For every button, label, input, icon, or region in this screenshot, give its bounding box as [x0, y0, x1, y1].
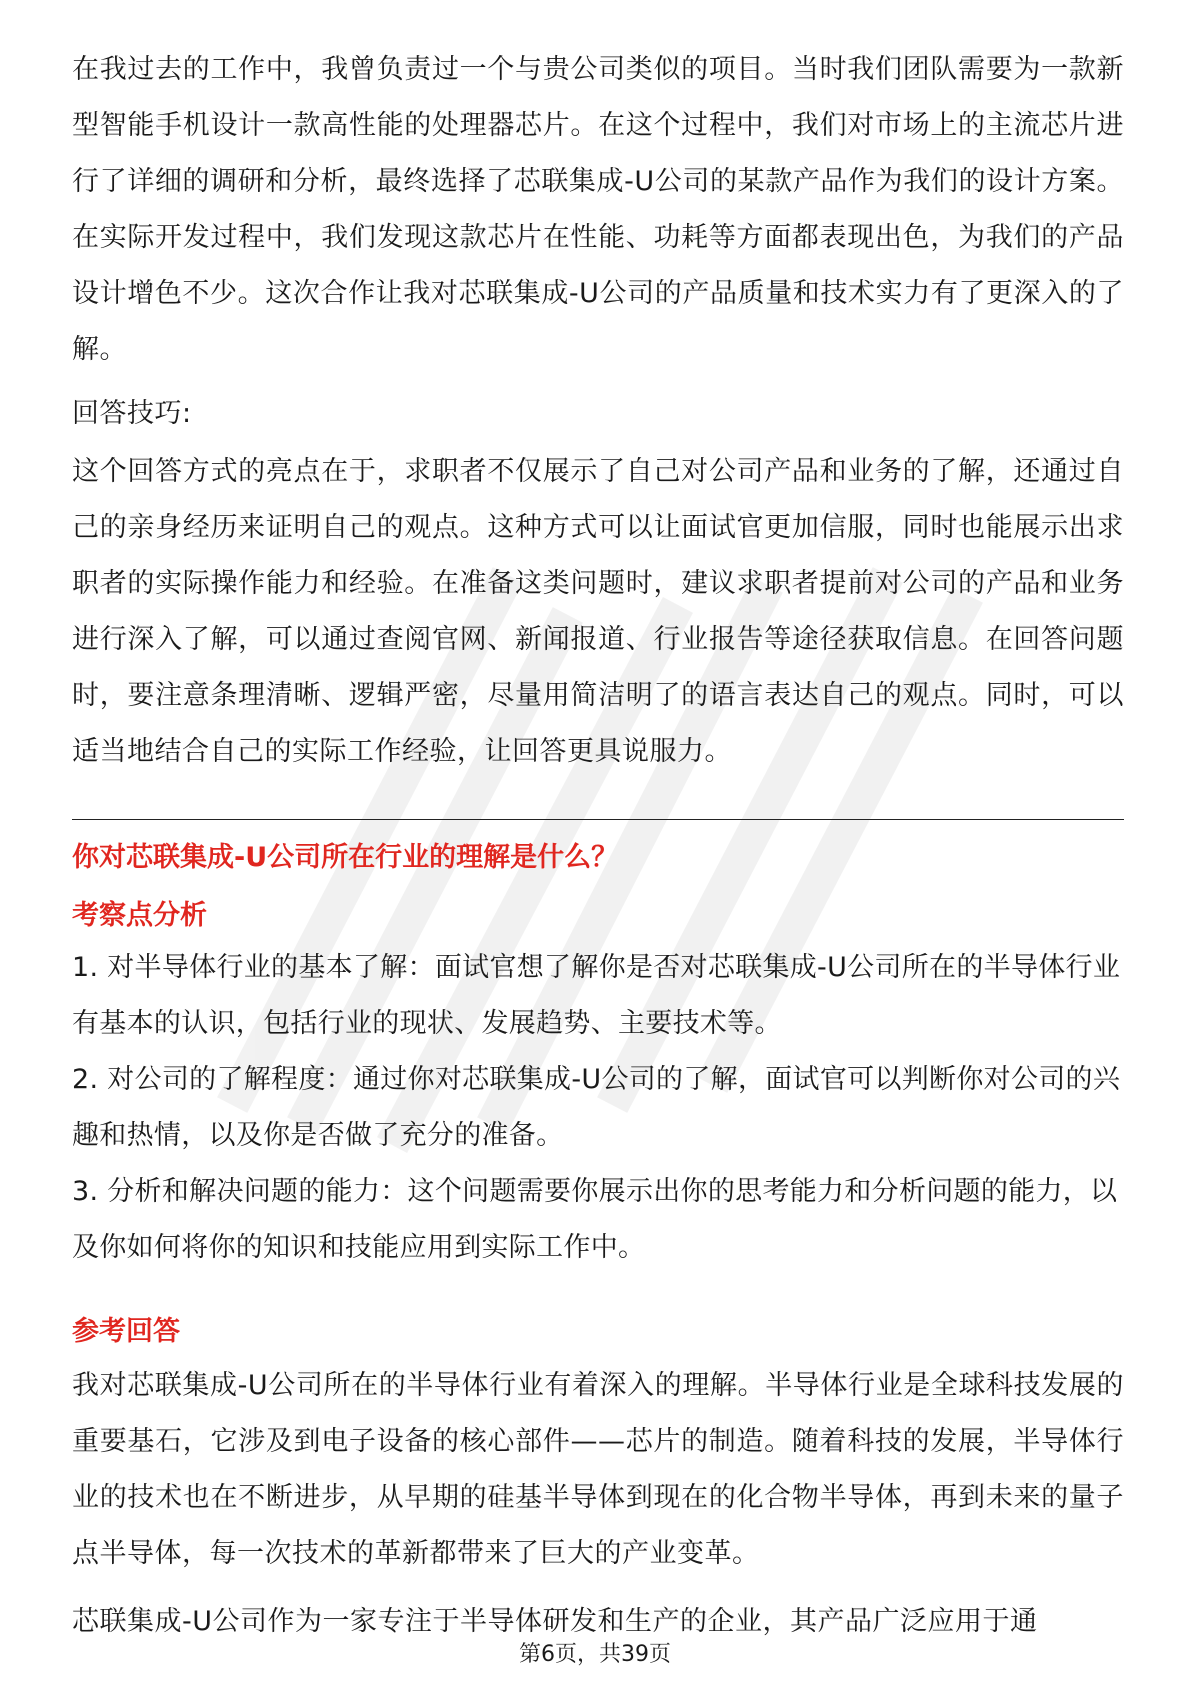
analysis-list: [72, 940, 1124, 1276]
section-divider: [72, 819, 1124, 820]
analysis-item: 3. 分析和解决问题的能力：这个问题需要你展示出你的思考能力和分析问题的能力，以及你如何将你的知识和技能应用到实际工作中。: [72, 1176, 1118, 1263]
question-title: 你对芯联集成-U公司所在行业的理解是什么？: [72, 842, 619, 873]
tips-paragraph: 这个回答方式的亮点在于，求职者不仅展示了自己对公司产品和业务的了解，还通过自己的亲身经历来证明自己的观点。这种方式可以让面试官更加信服，同时也能展示出求职者的实际操作能力和经验。在准备这类问题时，建议求职者提前对公司的产品和业务进行深入了解，可以通过查阅官网、新闻报道、行业报告等途径获取信息。在回答问题时，要注意条理清晰、逻辑严密，尽量用简洁明了的语言表达自己的观点。同时，可以适当地结合自己的实际工作经验，让回答更具说服力。: [72, 456, 1124, 767]
analysis-heading: 考察点分析: [72, 900, 207, 931]
analysis-item: 1. 对半导体行业的基本了解：面试官想了解你是否对芯联集成-U公司所在的半导体行业有基本的认识，包括行业的现状、发展趋势、主要技术等。: [72, 952, 1121, 1039]
tips-label: 回答技巧:: [72, 398, 192, 429]
page-number: 第6页，共39页: [519, 1642, 671, 1667]
reference-heading: 参考回答: [72, 1316, 180, 1347]
reference-paragraph: 芯联集成-U公司作为一家专注于半导体研发和生产的企业，其产品广泛应用于通: [72, 1606, 1038, 1637]
reference-paragraph: 我对芯联集成-U公司所在的半导体行业有着深入的理解。半导体行业是全球科技发展的重要基石，它涉及到电子设备的核心部件——芯片的制造。随着科技的发展，半导体行业的技术也在不断进步，从早期的硅基半导体到现在的化合物半导体，再到未来的量子点半导体，每一次技术的革新都带来了巨大的产业变革。: [72, 1370, 1124, 1569]
answer-paragraph: 在我过去的工作中，我曾负责过一个与贵公司类似的项目。当时我们团队需要为一款新型智能手机设计一款高性能的处理器芯片。在这个过程中，我们对市场上的主流芯片进行了详细的调研和分析，最终选择了芯联集成-U公司的某款产品作为我们的设计方案。在实际开发过程中，我们发现这款芯片在性能、功耗等方面都表现出色，为我们的产品设计增色不少。这次合作让我对芯联集成-U公司的产品质量和技术实力有了更深入的了解。: [72, 54, 1124, 365]
analysis-item: 2. 对公司的了解程度：通过你对芯联集成-U公司的了解，面试官可以判断你对公司的兴趣和热情，以及你是否做了充分的准备。: [72, 1064, 1121, 1151]
